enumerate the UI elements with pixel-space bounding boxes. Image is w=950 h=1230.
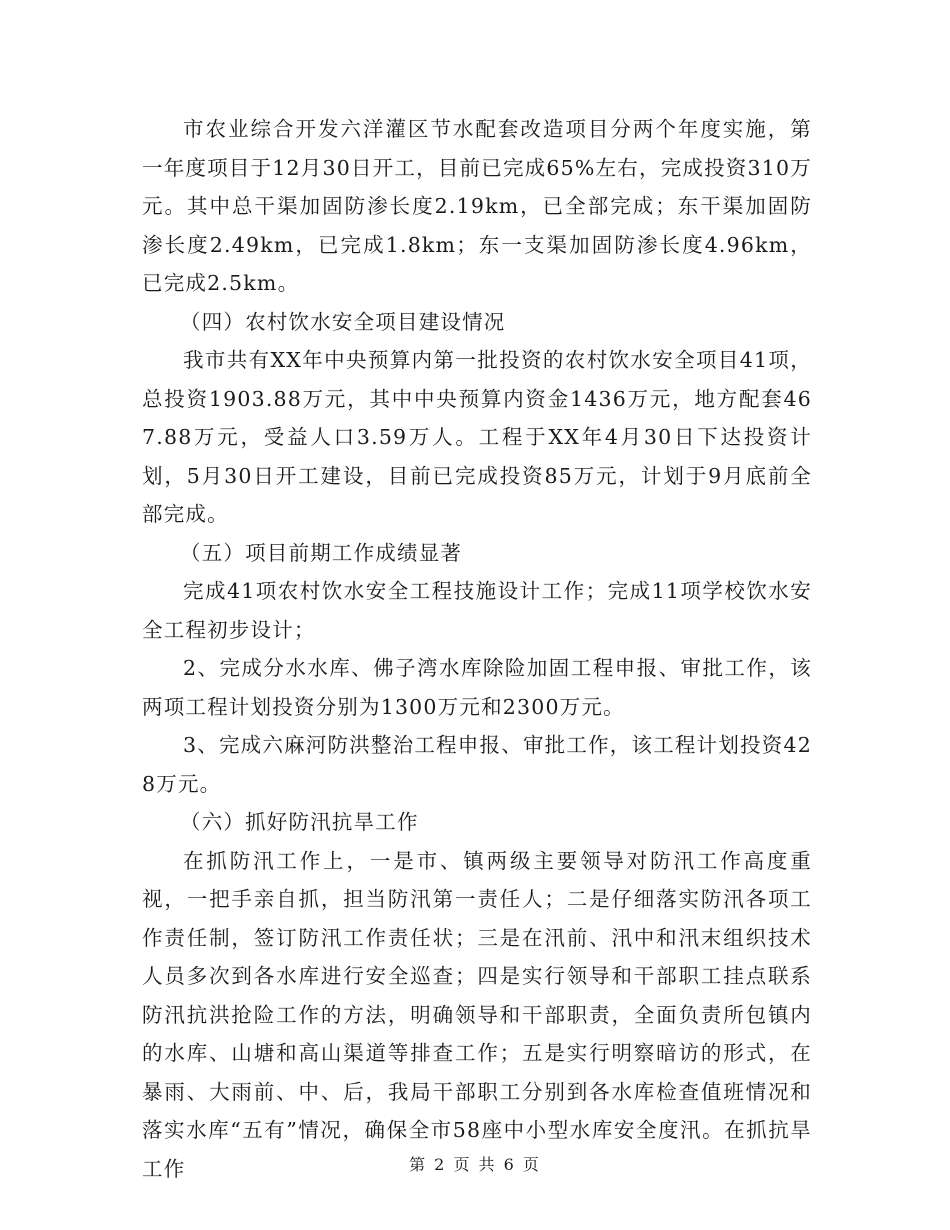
paragraph-flood-control-work: 在抓防汛工作上，一是市、镇两级主要领导对防汛工作高度重视，一把手亲自抓，担当防汛第一责任人；二是仔细落实防汛各项工作责任制，签订防汛工作责任状；三是在汛前、汛中和汛末组织技术人员多次到各水库进行安全巡查；四是实行领导和干部职工挂点联系防汛抗洪抢险工作的方法，明确领导和干部职责，全面负责所包镇内的水库、山塘和高山渠道等排查工作；五是实行明察暗访的形式，在暴雨、大雨前、中、后，我局干部职工分别到各水库检查值班情况和落实水库“五有”情况，确保全市58座中小型水库安全度汛。在抓抗旱工作 — [142, 848, 812, 1181]
section-heading-preliminary-work: （五）项目前期工作成绩显著 — [180, 540, 463, 565]
paragraph-drinking-water: 我市共有XX年中央预算内第一批投资的农村饮水安全项目41项，总投资1903.88万元，其中中央预算内资金1436万元，地方配套467.88万元，受益人口3.59万人。工程于XX年4月30日下达投资计划，5月30日开工建设，目前已完成投资85万元，计划于9月底前全部完成。 — [142, 348, 812, 526]
paragraph-reservoir-approval: 2、完成分水水库、佛子湾水库除险加固工程申报、审批工作，该两项工程计划投资分别为1300万元和2300万元。 — [142, 656, 812, 719]
paragraph-irrigation-project: 市农业综合开发六洋灌区节水配套改造项目分两个年度实施，第一年度项目于12月30日开工，目前已完成65%左右，完成投资310万元。其中总干渠加固防渗长度2.19km，已全部完成；东干渠加固防渗长度2.49km，已完成1.8km；东一支渠加固防渗长度4.96km，已完成2.5km。 — [142, 117, 812, 295]
document-body — [142, 110, 812, 1188]
section-heading-flood-drought: （六）抓好防汛抗旱工作 — [180, 810, 419, 834]
page-number-footer: 第 2 页 共 6 页 — [409, 1155, 541, 1174]
section-heading-drinking-water: （四）农村饮水安全项目建设情况 — [180, 309, 506, 334]
paragraph-flood-control-approval: 3、完成六麻河防洪整治工程申报、审批工作，该工程计划投资428万元。 — [142, 733, 812, 796]
paragraph-design-work: 完成41项农村饮水安全工程技施设计工作；完成11项学校饮水安全工程初步设计； — [142, 579, 812, 642]
